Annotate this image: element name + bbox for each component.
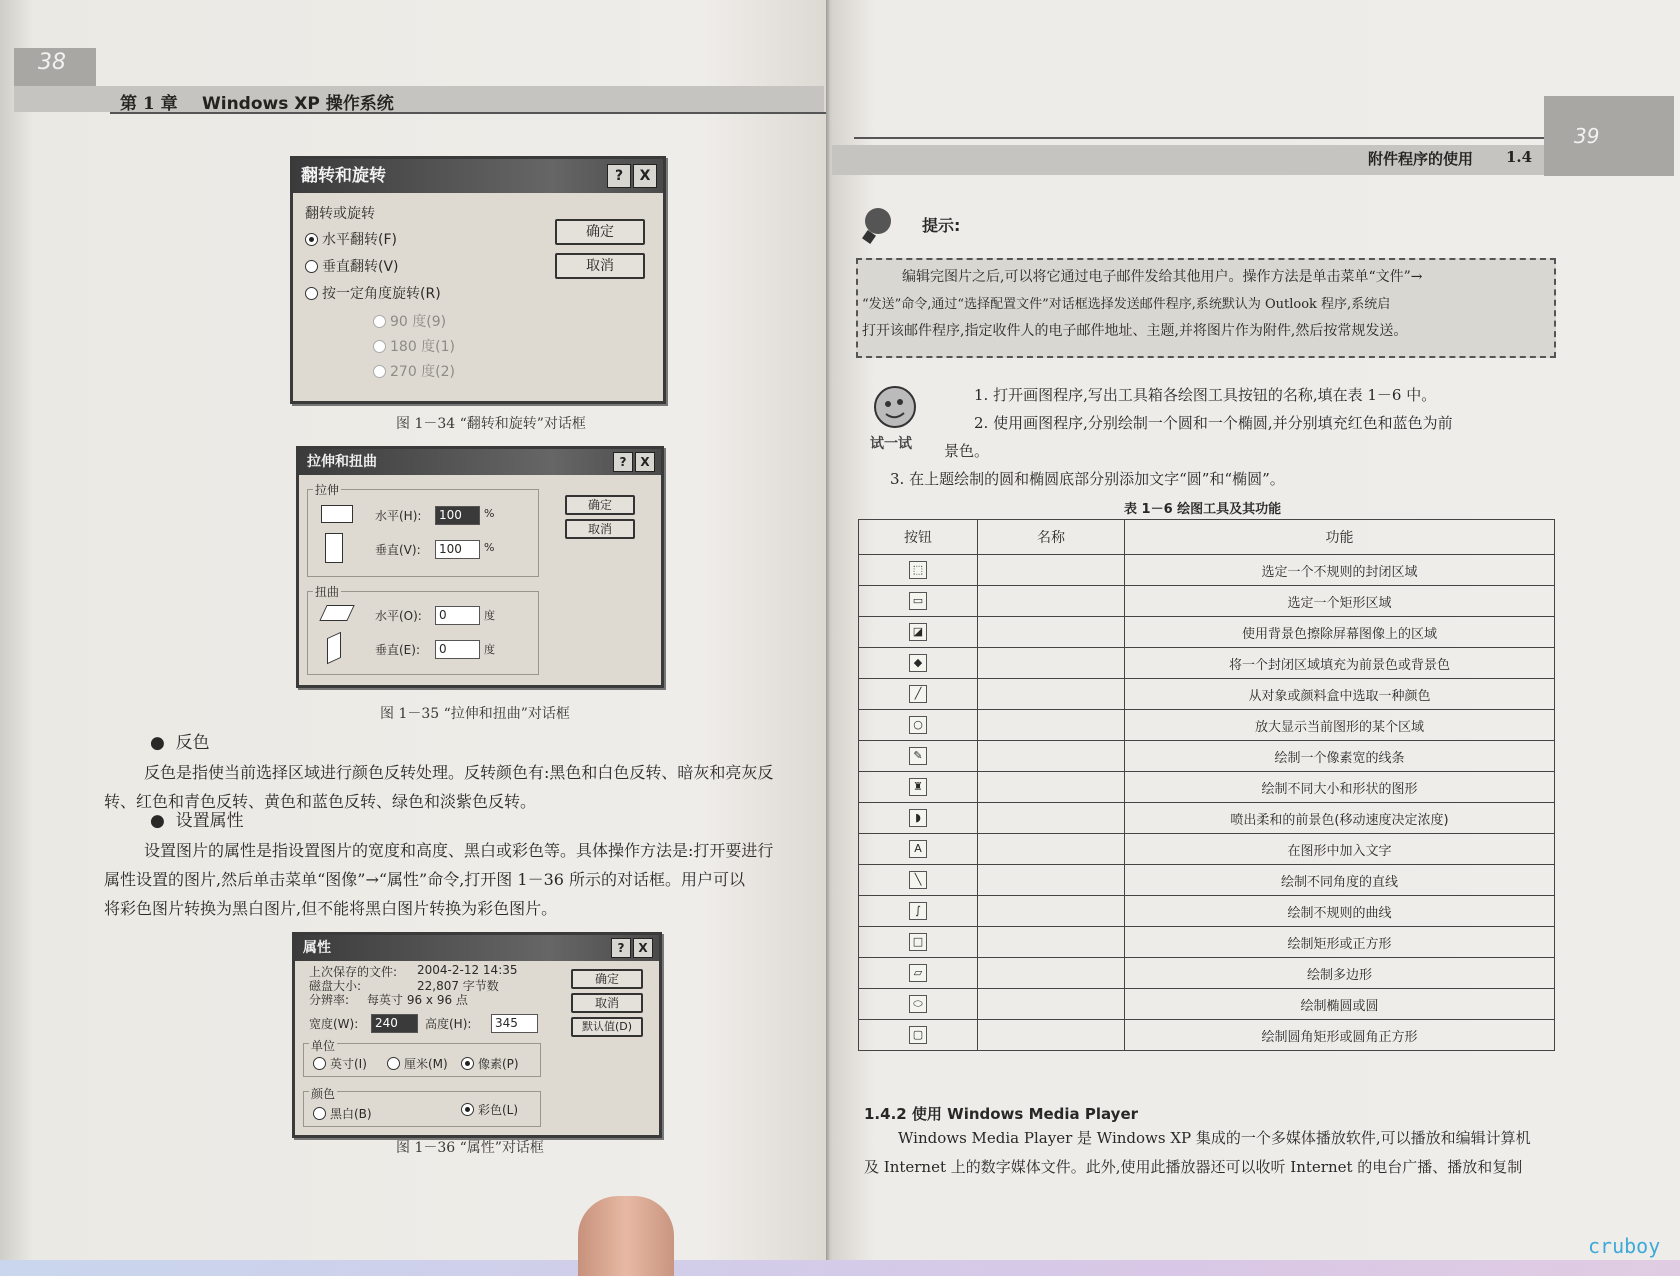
hint-text [862, 264, 1552, 345]
height-label: 高度(H): [425, 1017, 472, 1031]
radio-bw[interactable] [313, 1105, 372, 1122]
tool-icon-cell [859, 710, 978, 741]
skew-label: 扭曲 [315, 585, 340, 599]
tool-name-cell [978, 679, 1125, 710]
radio-flip-vertical[interactable] [305, 256, 399, 276]
text-line: 及 Internet 上的数字媒体文件。此外,使用此播放器还可以收听 Internet 的电台广播、播放和复制 [864, 1158, 1523, 1176]
tool-name-cell [978, 1020, 1125, 1051]
color-picker-icon: ╱ [909, 685, 927, 703]
table-header-row [859, 520, 1555, 555]
watermark: cruboy [1588, 1234, 1661, 1258]
chapter-title: Windows XP 操作系统 [202, 94, 394, 114]
lightbulb-icon [860, 206, 894, 246]
text-line: 2. 使用画图程序,分别绘制一个圆和一个椭圆,并分别填充红色和蓝色为前 [974, 414, 1453, 432]
width-input[interactable]: 240 [371, 1014, 418, 1033]
cancel-button[interactable]: 取消 [555, 253, 645, 279]
radio-cm[interactable] [387, 1055, 448, 1072]
table-row [859, 927, 1555, 958]
text-line: 编辑完图片之后,可以将它通过电子邮件发给其他用户。操作方法是单击菜单“文件”→ [902, 269, 1423, 285]
text-line: 属性设置的图片,然后单击菜单“图像”→“属性”命令,打开图 1－36 所示的对话框。用户可以 [104, 870, 746, 889]
stretch-h-label: 水平(H): [375, 509, 422, 523]
flip-rotate-dialog [290, 156, 666, 404]
tool-function-cell: 绘制圆角矩形或圆角正方形 [1125, 1020, 1555, 1051]
text-line: 将彩色图片转换为黑白图片,但不能将黑白图片转换为彩色图片。 [104, 899, 558, 918]
header-line [854, 137, 1544, 139]
ok-button[interactable]: 确定 [571, 969, 643, 989]
text-line: 景色。 [944, 442, 990, 460]
radio-dot [461, 1103, 474, 1116]
radio-pixel[interactable] [461, 1055, 519, 1072]
tool-name-cell [978, 896, 1125, 927]
radio-label: 像素(P) [478, 1057, 519, 1071]
res-label: 分辨率: [309, 993, 350, 1007]
page-number: 39 [1574, 124, 1600, 148]
radio-dot [305, 260, 318, 273]
skew-v-label: 垂直(E): [375, 643, 420, 657]
rounded-rect-icon: ▢ [909, 1026, 927, 1044]
stretch-horizontal-icon [321, 505, 353, 523]
left-page [0, 0, 830, 1260]
radio-label: 厘米(M) [404, 1057, 448, 1071]
tool-icon-cell [859, 927, 978, 958]
rectangle-icon: □ [909, 933, 927, 951]
radio-dot [313, 1107, 326, 1120]
tools-table [858, 519, 1555, 1051]
line-icon: ╲ [909, 871, 927, 889]
dialog-title-bar [295, 935, 659, 961]
bullet-invert: ● 反色 [150, 733, 210, 753]
cancel-button[interactable]: 取消 [571, 993, 643, 1013]
radio-270[interactable] [373, 361, 455, 381]
hint-box [856, 258, 1556, 358]
table-row [859, 555, 1555, 586]
radio-label: 彩色(L) [478, 1103, 519, 1117]
section-title: 反色 [175, 733, 210, 753]
radio-label: 180 度(1) [390, 339, 456, 355]
tool-function-cell: 使用背景色擦除屏幕图像上的区域 [1125, 617, 1555, 648]
table-row [859, 586, 1555, 617]
radio-dot [373, 315, 386, 328]
tool-icon-cell [859, 1020, 978, 1051]
tool-function-cell: 从对象或颜料盒中选取一种颜色 [1125, 679, 1555, 710]
section-label: 附件程序的使用 [1368, 150, 1474, 168]
table-row [859, 896, 1555, 927]
close-button[interactable]: X [635, 452, 655, 472]
text-line: Windows Media Player 是 Windows XP 集成的一个多媒体播放软件,可以播放和编辑计算机 [898, 1129, 1531, 1147]
skew-v-unit: 度 [484, 643, 495, 656]
finger [578, 1196, 674, 1276]
tool-name-cell [978, 834, 1125, 865]
tool-icon-cell [859, 896, 978, 927]
radio-label: 270 度(2) [390, 364, 456, 380]
stretch-label: 拉伸 [315, 483, 340, 497]
curve-icon: ∫ [909, 902, 927, 920]
tool-icon-cell [859, 617, 978, 648]
dialog-title: 翻转和旋转 [301, 166, 386, 186]
tool-name-cell [978, 958, 1125, 989]
tool-function-cell: 选定一个不规则的封闭区域 [1125, 555, 1555, 586]
help-button[interactable]: ? [613, 452, 633, 472]
tool-name-cell [978, 989, 1125, 1020]
header-button: 按钮 [859, 520, 978, 555]
ok-button[interactable]: 确定 [555, 219, 645, 245]
tool-function-cell: 绘制不同大小和形状的图形 [1125, 772, 1555, 803]
tool-icon-cell [859, 958, 978, 989]
tool-function-cell: 绘制不同角度的直线 [1125, 865, 1555, 896]
hint-label: 提示: [922, 216, 961, 235]
radio-dot [305, 233, 318, 246]
tool-name-cell [978, 617, 1125, 648]
tool-function-cell: 喷出柔和的前景色(移动速度决定浓度) [1125, 803, 1555, 834]
size-value: 22,807 字节数 [417, 979, 499, 993]
tool-icon-cell [859, 555, 978, 586]
tool-name-cell [978, 555, 1125, 586]
radio-label: 垂直翻转(V) [322, 259, 399, 275]
stretch-v-unit: % [484, 541, 495, 554]
text-line: 转、红色和青色反转、黄色和蓝色反转、绿色和淡紫色反转。 [104, 792, 537, 811]
tool-icon-cell [859, 803, 978, 834]
help-button[interactable]: ? [607, 164, 631, 188]
height-input[interactable]: 345 [491, 1014, 538, 1033]
text-line: 3. 在上题绘制的圆和椭圆底部分别添加文字“圆”和“椭圆”。 [890, 470, 1285, 488]
brush-icon: ♜ [909, 778, 927, 796]
skew-h-input[interactable]: 0 [435, 606, 480, 625]
default-button[interactable]: 默认值(D) [571, 1017, 643, 1037]
saved-label: 上次保存的文件: [309, 965, 398, 979]
figure-caption: 图 1－36 “属性”对话框 [396, 1140, 544, 1156]
tool-function-cell: 在图形中加入文字 [1125, 834, 1555, 865]
stretch-h-unit: % [484, 507, 495, 520]
section-number: 1.4 [1506, 148, 1533, 166]
airbrush-icon: ◗ [909, 809, 927, 827]
figure-caption: 图 1－35 “拉伸和扭曲”对话框 [380, 706, 570, 722]
section-title: 设置属性 [175, 811, 244, 831]
rect-select-icon: ▭ [909, 592, 927, 610]
color-label: 颜色 [311, 1087, 336, 1101]
radio-dot [387, 1057, 400, 1070]
tool-name-cell [978, 741, 1125, 772]
header-function: 功能 [1125, 520, 1555, 555]
tool-name-cell [978, 803, 1125, 834]
figure-caption: 图 1－34 “翻转和旋转”对话框 [396, 416, 586, 432]
skew-v-input[interactable]: 0 [435, 640, 480, 659]
dialog-title-bar [299, 449, 661, 475]
tool-function-cell: 选定一个矩形区域 [1125, 586, 1555, 617]
radio-inch[interactable] [313, 1055, 367, 1072]
stretch-h-input[interactable]: 100 [435, 506, 480, 525]
text-line: 打开该邮件程序,指定收件人的电子邮件地址、主题,并将图片作为附件,然后按常规发送。 [862, 323, 1408, 339]
radio-dot [313, 1057, 326, 1070]
table-row [859, 865, 1555, 896]
stretch-v-label: 垂直(V): [375, 543, 421, 557]
skew-h-label: 水平(O): [375, 609, 422, 623]
radio-90[interactable] [373, 311, 446, 331]
tool-function-cell: 绘制椭圆或圆 [1125, 989, 1555, 1020]
tool-name-cell [978, 927, 1125, 958]
tool-name-cell [978, 710, 1125, 741]
tool-function-cell: 绘制多边形 [1125, 958, 1555, 989]
ellipse-icon: ⬭ [909, 995, 927, 1013]
tool-icon-cell [859, 586, 978, 617]
table-row [859, 958, 1555, 989]
table-row [859, 617, 1555, 648]
text-icon: A [909, 840, 927, 858]
tool-icon-cell [859, 865, 978, 896]
ok-button[interactable]: 确定 [565, 495, 635, 515]
table-row [859, 679, 1555, 710]
radio-label: 90 度(9) [390, 314, 447, 330]
tool-icon-cell [859, 772, 978, 803]
size-label: 磁盘大小: [309, 979, 362, 993]
dialog-title-bar [293, 159, 663, 193]
tool-function-cell: 放大显示当前图形的某个区域 [1125, 710, 1555, 741]
saved-value: 2004-2-12 14:35 [417, 963, 518, 977]
table-row [859, 648, 1555, 679]
fill-bucket-icon: ◆ [909, 654, 927, 672]
help-button[interactable]: ? [611, 938, 631, 958]
magnifier-icon: ○ [909, 716, 927, 734]
width-label: 宽度(W): [309, 1017, 359, 1031]
text-line: 设置图片的属性是指设置图片的宽度和高度、黑白或彩色等。具体操作方法是:打开要进行 [144, 841, 774, 860]
tool-icon-cell [859, 741, 978, 772]
properties-paragraph [104, 836, 830, 923]
radio-rotate-angle[interactable] [305, 283, 441, 303]
table-row [859, 803, 1555, 834]
attributes-dialog [292, 932, 662, 1138]
tool-icon-cell [859, 679, 978, 710]
tool-function-cell: 将一个封闭区域填充为前景色或背景色 [1125, 648, 1555, 679]
dialog-title: 属性 [303, 940, 331, 956]
radio-dot [373, 365, 386, 378]
dialog-title: 拉伸和扭曲 [307, 454, 377, 470]
free-select-icon: ⬚ [909, 561, 927, 579]
try-label: 试一试 [870, 436, 912, 452]
stretch-v-input[interactable]: 100 [435, 540, 480, 559]
res-value: 每英寸 96 x 96 点 [367, 993, 468, 1007]
pencil-icon: ✎ [909, 747, 927, 765]
page-number: 38 [38, 50, 66, 75]
unit-label: 单位 [311, 1039, 336, 1053]
media-player-paragraph [864, 1124, 1564, 1182]
table-row [859, 741, 1555, 772]
table-title: 表 1－6 绘图工具及其功能 [1124, 502, 1282, 517]
close-button[interactable]: X [633, 164, 657, 188]
radio-label: 黑白(B) [330, 1107, 372, 1121]
skew-group [307, 591, 539, 675]
radio-dot [305, 287, 318, 300]
tool-icon-cell [859, 834, 978, 865]
stretch-vertical-icon [325, 533, 343, 563]
table-row [859, 1020, 1555, 1051]
tool-name-cell [978, 865, 1125, 896]
radio-flip-horizontal[interactable] [305, 229, 397, 249]
radio-color[interactable] [461, 1101, 518, 1118]
radio-label: 英寸(I) [330, 1057, 367, 1071]
tool-function-cell: 绘制一个像素宽的线条 [1125, 741, 1555, 772]
radio-label: 按一定角度旋转(R) [322, 286, 441, 302]
subsection-title: 1.4.2 使用 Windows Media Player [864, 1105, 1139, 1123]
radio-dot [373, 340, 386, 353]
cancel-button[interactable]: 取消 [565, 519, 635, 539]
tool-function-cell: 绘制矩形或正方形 [1125, 927, 1555, 958]
tool-function-cell: 绘制不规则的曲线 [1125, 896, 1555, 927]
table-row [859, 989, 1555, 1020]
tool-icon-cell [859, 989, 978, 1020]
group-label: 翻转或旋转 [305, 206, 375, 222]
close-button[interactable]: X [633, 938, 653, 958]
tool-icon-cell [859, 648, 978, 679]
chapter-label: 第 1 章 [120, 94, 178, 114]
text-line: 反色是指使当前选择区域进行颜色反转处理。反转颜色有:黑色和白色反转、暗灰和亮灰反 [144, 763, 774, 782]
text-line: 1. 打开画图程序,写出工具箱各绘图工具按钮的名称,填在表 1－6 中。 [974, 386, 1437, 404]
polygon-icon: ▱ [909, 964, 927, 982]
tool-name-cell [978, 772, 1125, 803]
page-number-box [1544, 96, 1674, 176]
bullet-properties: ● 设置属性 [150, 811, 244, 831]
eraser-icon: ◪ [909, 623, 927, 641]
table-row [859, 710, 1555, 741]
tool-name-cell [978, 648, 1125, 679]
skew-h-unit: 度 [484, 609, 495, 622]
radio-dot [461, 1057, 474, 1070]
radio-label: 水平翻转(F) [322, 232, 397, 248]
table-row [859, 834, 1555, 865]
stretch-skew-dialog [296, 446, 664, 688]
tool-name-cell [978, 586, 1125, 617]
text-line: “发送”命令,通过“选择配置文件”对话框选择发送邮件程序,系统默认为 Outlook 程序,系统启 [862, 297, 1391, 312]
header-name: 名称 [978, 520, 1125, 555]
table-row [859, 772, 1555, 803]
radio-180[interactable] [373, 336, 455, 356]
